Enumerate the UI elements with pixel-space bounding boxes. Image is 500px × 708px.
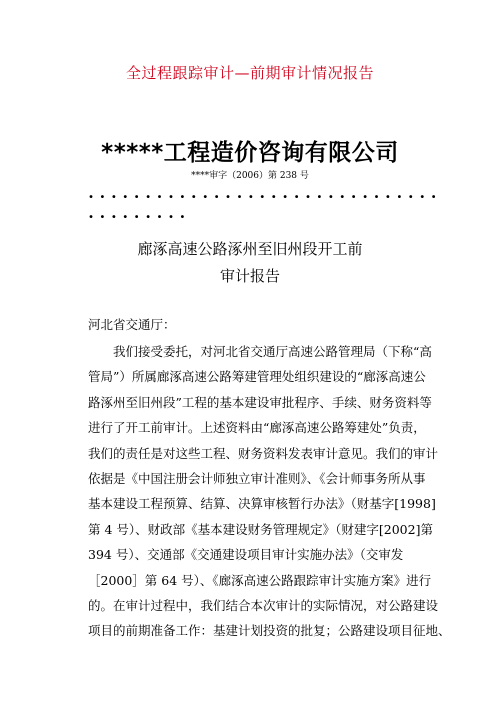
document-number: ****审字（2006）第 238 号 xyxy=(191,171,309,181)
company-name: *****工程造价咨询有限公司 xyxy=(101,140,399,166)
body-line: 的。在审计过程中，我们结合本次审计的实际情况，对公路建设 xyxy=(88,597,439,613)
dotted-separator-line-1: ∙∙∙∙∙∙∙∙∙∙∙∙∙∙∙∙∙∙∙∙∙∙∙∙∙∙∙∙∙∙∙ xyxy=(88,192,443,203)
body-line: 管局”）所属廊涿高速公路筹建管理处组织建设的“廊涿高速公 xyxy=(88,369,426,385)
body-line: 依据是《中国注册会计师独立审计准则》、《会计师事务所从事 xyxy=(88,470,426,486)
salutation: 河北省交通厅： xyxy=(88,317,176,332)
report-title-line-1: 廊涿高速公路涿州至旧州段开工前 xyxy=(137,240,363,258)
body-line: 基本建设工程预算、结算、决算审核暂行办法》（财基字[1998] xyxy=(88,496,436,512)
body-line: ［2000］第 64 号）、《廊涿高速公路跟踪审计实施方案》进行 xyxy=(88,572,432,588)
report-body xyxy=(88,339,451,644)
dotted-separator-line-2: ∙∙∙∙∙∙∙∙∙ xyxy=(88,212,191,223)
body-line: 进行了开工前审计。上述资料由“廊涿高速公路筹建处”负责， xyxy=(88,420,426,436)
report-title-line-2: 审计报告 xyxy=(219,267,280,285)
body-line: 394 号）、交通部《交通建设项目审计实施办法》（交审发 xyxy=(88,547,404,563)
body-line: 项目的前期准备工作：基建计划投资的批复；公路建设项目征地、 xyxy=(88,623,451,639)
body-line: 我们的责任是对这些工程、财务资料发表审计意见。我们的审计 xyxy=(88,445,439,461)
body-line: 我们接受委托，对河北省交通厅高速公路管理局（下称“高 xyxy=(88,344,432,359)
body-line: 第 4 号）、财政部《基本建设财务管理规定》（财建字[2002]第 xyxy=(88,521,433,537)
body-line: 路涿州至旧州段”工程的基本建设审批程序、手续、财务资料等 xyxy=(88,394,432,410)
report-header-title: 全过程跟踪审计—前期审计情况报告 xyxy=(125,64,374,82)
